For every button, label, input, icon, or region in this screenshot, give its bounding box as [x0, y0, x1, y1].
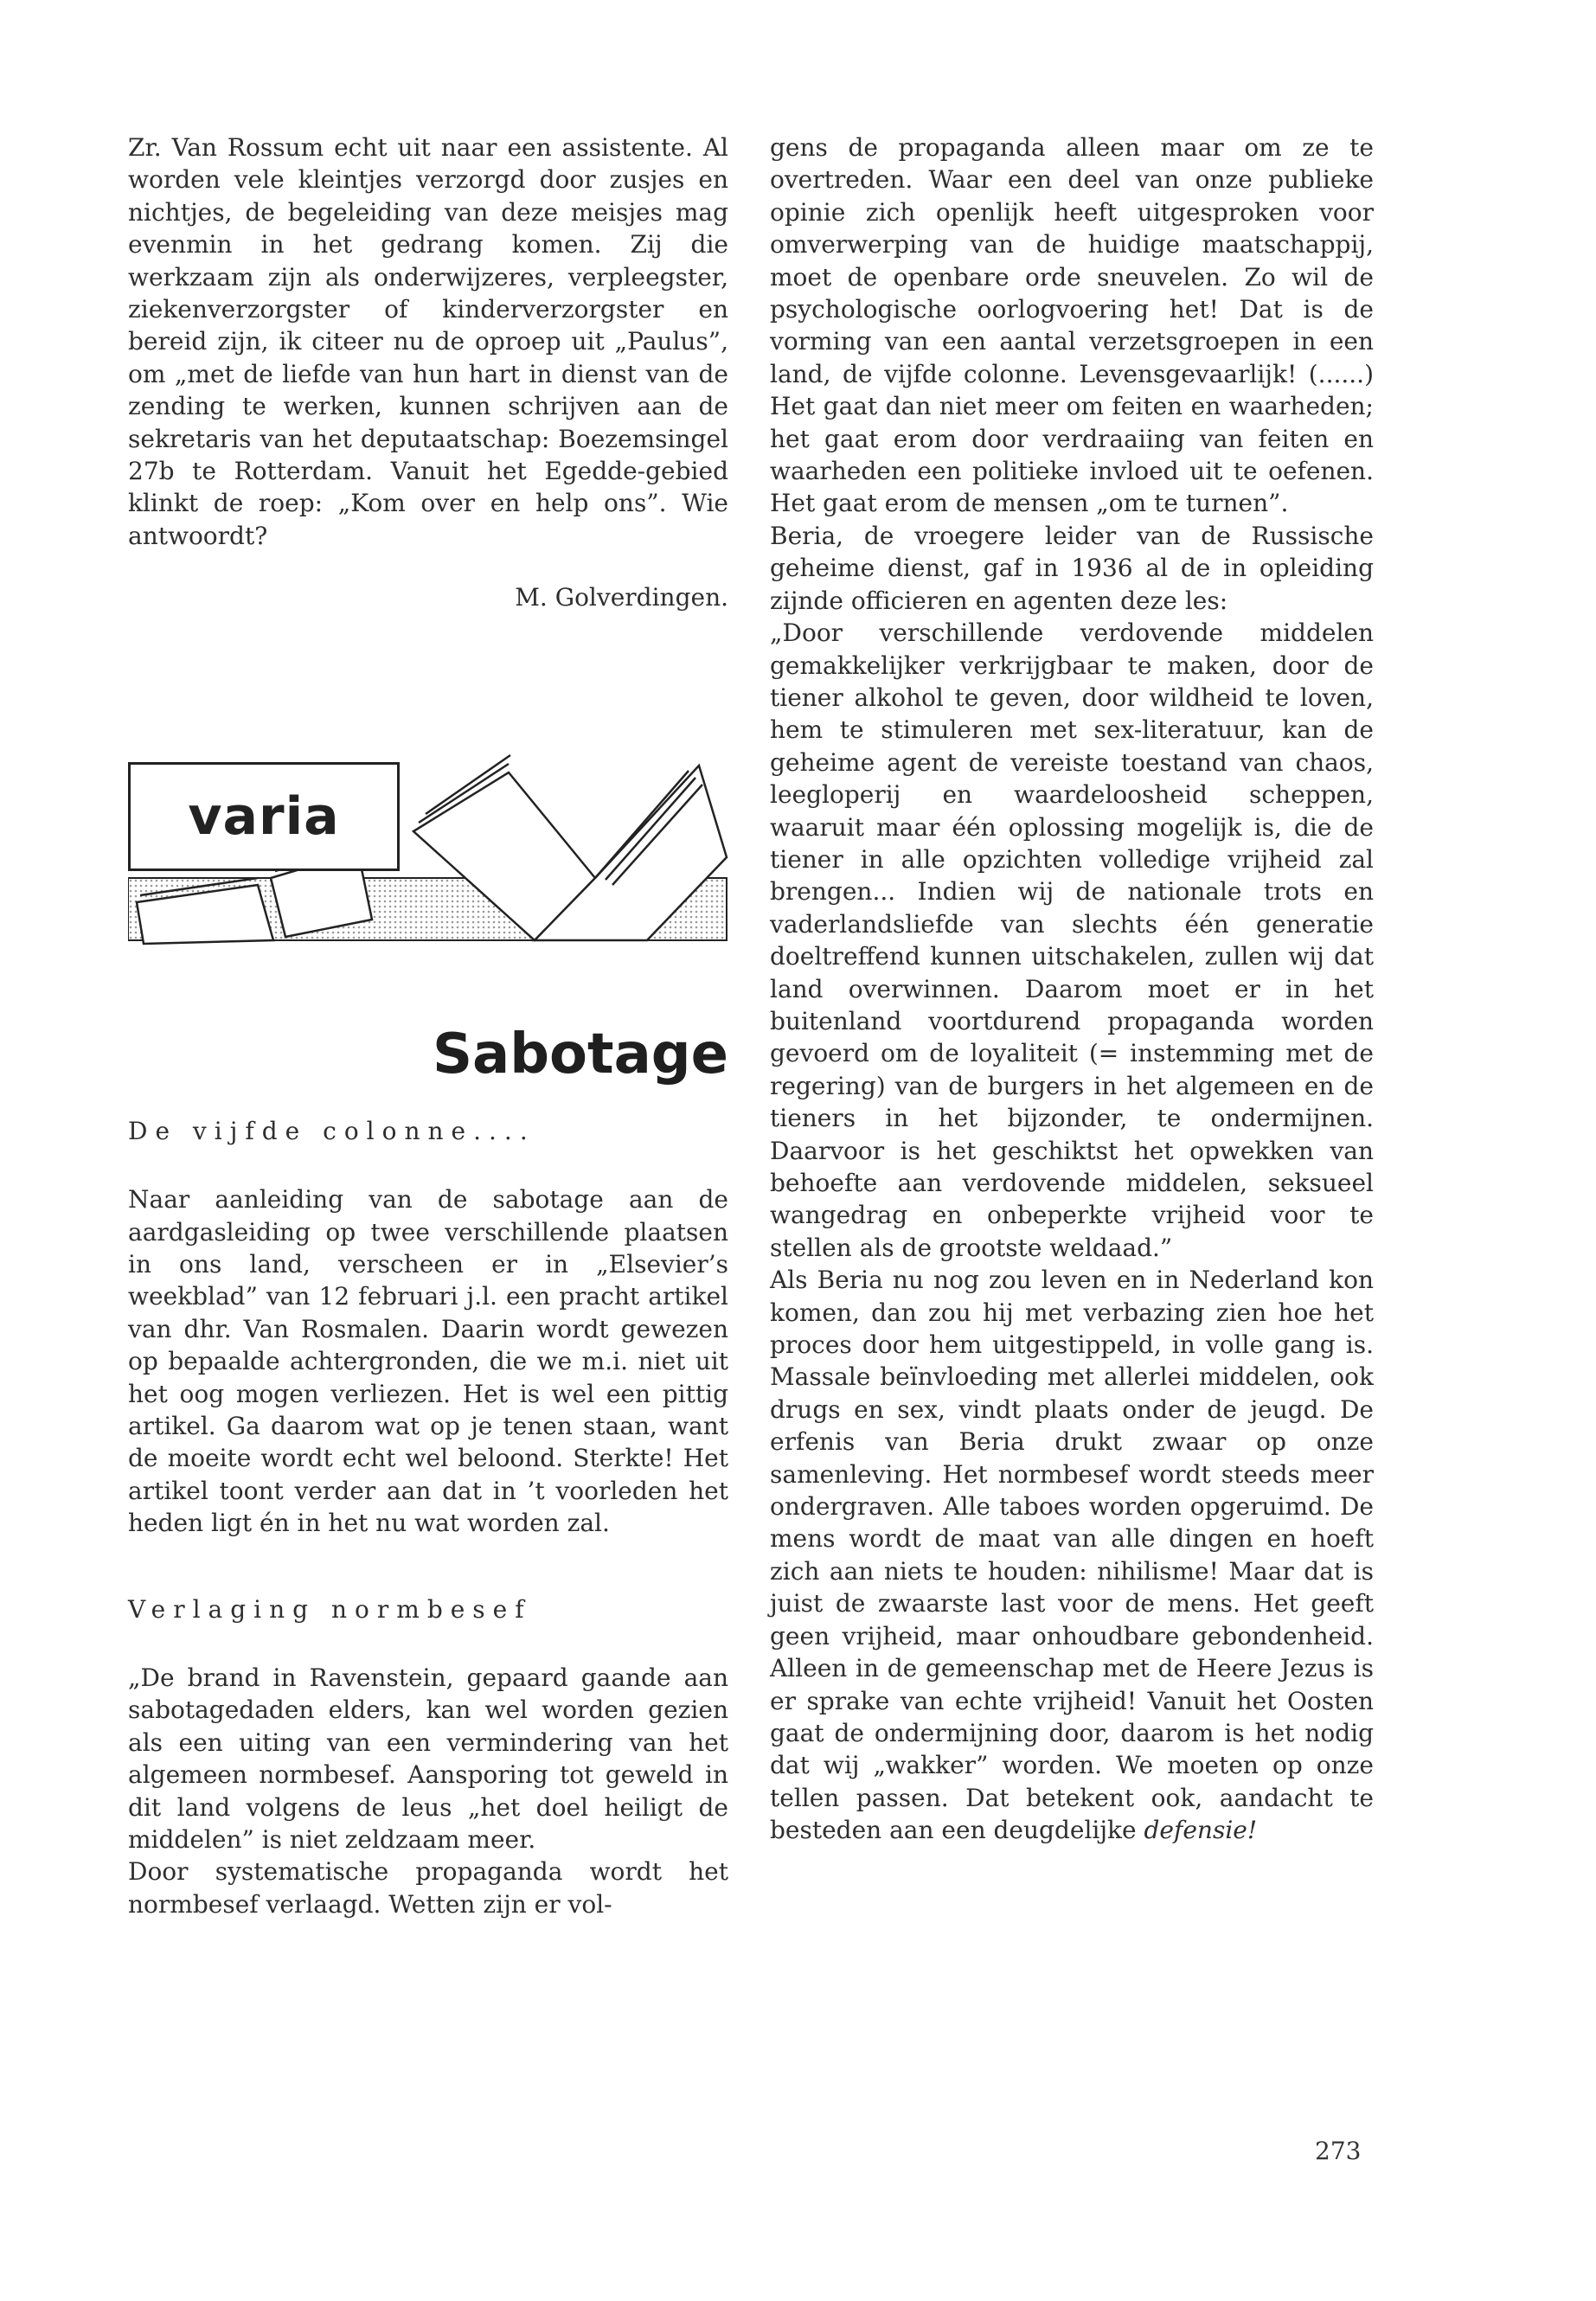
defensie-emphasis: defensie! — [1144, 1816, 1258, 1845]
article-title: Sabotage — [432, 1022, 728, 1086]
page-number: 273 — [1315, 2137, 1362, 2165]
beria-quote: „Door verschillende verdovende middelen gemakkelijker verkrijgbaar te maken, door de tiener alkohol te geven, door wildheid te loven, hem te stimuleren met sex-literatuur, kan de geheime agent de vereiste toestand van chaos, leegloperij en waardeloosheid scheppen, waaruit maar één oplossing mogelijk is, die de tiener in alle opzichten volledige vrijheid zal brengen... Indien wij de nationale trots en vaderlandsliefde van slechts één generatie doeltreffend kunnen uitschakelen, zullen wij dat land overwinnen. Daarom moet er in het buitenland voortdurend propaganda worden gevoerd om de loyaliteit (= instemming met de regering) van de burgers in het algemeen en de tieners in het bijzonder, te ondermijnen. Daarvoor is het geschiktst het opwekken van behoefte aan verdovende middelen, seksueel wangedrag en onbeperkte vrijheid voor te stellen als de grootste weldaad.” — [770, 619, 1374, 1262]
left-paragraph-2: Naar aanleiding van de sabotage aan de aardgasleiding op twee verschillende plaatsen in ons land, verscheen er in „Elsevier’s weekblad” van 12 februari j.l. een pracht artikel van dhr. Van Rosmalen. Daarin wordt gewezen op bepaalde achtergronden, die we m.i. niet uit het oog mogen verliezen. Het is wel een pittig artikel. Ga daarom wat op je tenen staan, want de moeite wordt echt wel beloond. Sterkte! Het artikel toont verder aan dat in ’t voorleden het heden ligt én in het nu wat worden zal. — [128, 1185, 728, 1538]
left-paragraph-3: „De brand in Ravenstein, gepaard gaande aan sabotagedaden elders, kan wel worden gezien als een uiting van een vermindering van het algemeen normbesef. Aansporing tot geweld in dit land volgens de leus „het doel heiligt de middelen” is niet zeldzaam meer. — [128, 1663, 728, 1854]
right-paragraph-2: Beria, de vroegere leider van de Russische geheime dienst, gaf in 1936 al de in opleiding zijnde officieren en agenten deze les: — [770, 521, 1374, 615]
varia-label: varia — [128, 762, 400, 871]
varia-section-graphic — [128, 748, 734, 965]
right-column — [770, 131, 1374, 1847]
right-paragraph-4-text: Als Beria nu nog zou leven en in Nederland kon komen, dan zou hij met verbazing zien hoe het proces door hem uitgestippeld, in volle gang is. Massale beïnvloeding met allerlei middelen, ook drugs en sex, vindt plaats onder de jeugd. De erfenis van Beria drukt zwaar op onze samenleving. Het normbesef wordt steeds meer ondergraven. Alle taboes worden opgeruimd. De mens wordt de maat van alle dingen en hoeft zich aan niets te houden: nihilisme! Maar dat is juist de zwaarste last voor de mens. Het geeft geen vrijheid, maar onhoudbare gebondenheid. Alleen in de gemeenschap met de Heere Jezus is er sprake van echte vrijheid! Vanuit het Oosten gaat de ondermijning door, daarom is het nodig dat wij „wakker” worden. We moeten op onze tellen passen. Dat betekent ook, aandacht te besteden aan een deugdelijke — [770, 1266, 1374, 1845]
right-paragraph-4 — [770, 1264, 1374, 1846]
left-column — [128, 131, 728, 1920]
right-paragraph-1: gens de propaganda alleen maar om ze te overtreden. Waar een deel van onze publieke opinie zich openlijk heeft uitgesproken voor omverwerping van de huidige maatschappij, moet de openbare orde sneuvelen. Zo wil de psychologische oorlogvoering het! Dat is de vorming van een aantal verzetsgroepen in een land, de vijfde colonne. Levensgevaarlijk! (......) Het gaat dan niet meer om feiten en waarheden; het gaat erom door verdraaiing van feiten en waarheden een politieke invloed uit te oefenen. Het gaat erom de mensen „om te turnen”. — [770, 133, 1374, 518]
subheading-fifth-column: De vijfde colonne.... — [128, 1116, 535, 1145]
left-paragraph-1: Zr. Van Rossum echt uit naar een assistente. Al worden vele kleintjes verzorgd door zusjes en nichtjes, de begeleiding van deze meisjes mag evenmin in het gedrang komen. Zij die werkzaam zijn als onderwijzeres, verpleegster, ziekenverzorgster of kinderverzorgster en bereid zijn, ik citeer nu de oproep uit „Paulus”, om „met de liefde van hun hart in dienst van de zending te werken, kunnen schrijven aan de sekretaris van het deputaatschap: Boezemsingel 27b te Rotterdam. Vanuit het Egedde-gebied klinkt de roep: „Kom over en help ons”. Wie antwoordt? — [128, 133, 728, 550]
author-signature: M. Golverdingen. — [515, 583, 728, 612]
left-paragraph-4: Door systematische propaganda wordt het normbesef verlaagd. Wetten zijn er vol- — [128, 1857, 728, 1919]
subheading-verlaging-normbesef: Verlaging normbesef — [128, 1594, 532, 1624]
